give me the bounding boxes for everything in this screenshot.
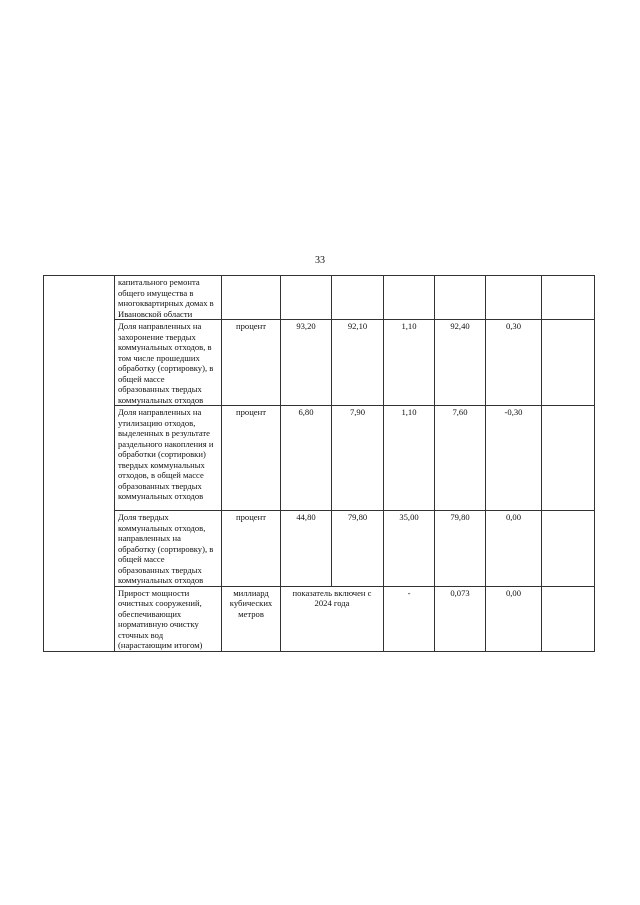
value-cell: 1,10: [384, 406, 435, 511]
value-cell: [435, 276, 486, 320]
indicator-name: капитального ремонта общего имущества в многоквартирных домах в Ивановской области: [115, 276, 222, 320]
value-cell: [486, 276, 542, 320]
unit-cell: процент: [222, 406, 281, 511]
table-row: [44, 276, 595, 320]
indicator-name: Доля направленных на утилизацию отходов, выделенных в результате раздельного накопления и обработки (сортировки) твердых коммунальных отходов, в общей массе образованных твердых коммунальных отходов: [115, 406, 222, 511]
value-cell: [542, 586, 595, 651]
value-cell: 92,10: [332, 320, 384, 406]
value-cell: [332, 276, 384, 320]
indicator-name: Прирост мощности очистных сооружений, обеспечивающих нормативную очистку сточных вод (нарастающим итогом): [115, 586, 222, 651]
unit-cell: процент: [222, 320, 281, 406]
row-number-cell: [44, 276, 115, 652]
value-cell: 35,00: [384, 511, 435, 587]
value-cell: 0,00: [486, 511, 542, 587]
value-cell: 79,80: [435, 511, 486, 587]
value-cell: 0,073: [435, 586, 486, 651]
table-row: [44, 406, 595, 511]
value-cell: 7,60: [435, 406, 486, 511]
table-row: [44, 511, 595, 587]
value-cell: -0,30: [486, 406, 542, 511]
table-row: [44, 320, 595, 406]
value-cell: 92,40: [435, 320, 486, 406]
unit-cell: миллиард кубических метров: [222, 586, 281, 651]
indicator-name: Доля твердых коммунальных отходов, направленных на обработку (сортировку), в общей массе образованных твердых коммунальных отходов: [115, 511, 222, 587]
value-cell: 0,00: [486, 586, 542, 651]
value-cell: [542, 276, 595, 320]
value-cell: 6,80: [281, 406, 332, 511]
unit-cell: процент: [222, 511, 281, 587]
indicator-name: Доля направленных на захоронение твердых коммунальных отходов, в том числе прошедших обработку (сортировку), в общей массе образованных твердых коммунальных отходов: [115, 320, 222, 406]
value-cell: [542, 406, 595, 511]
value-cell: 1,10: [384, 320, 435, 406]
table-row: [44, 586, 595, 651]
value-cell: 93,20: [281, 320, 332, 406]
value-cell: 7,90: [332, 406, 384, 511]
page-number: 33: [315, 255, 325, 266]
value-cell: [281, 276, 332, 320]
value-cell: -: [384, 586, 435, 651]
value-cell: [384, 276, 435, 320]
value-cell: 0,30: [486, 320, 542, 406]
merged-note-cell: показатель включен с 2024 года: [281, 586, 384, 651]
unit-cell: [222, 276, 281, 320]
indicators-table: [43, 275, 595, 652]
value-cell: [542, 320, 595, 406]
value-cell: 44,80: [281, 511, 332, 587]
value-cell: 79,80: [332, 511, 384, 587]
value-cell: [542, 511, 595, 587]
